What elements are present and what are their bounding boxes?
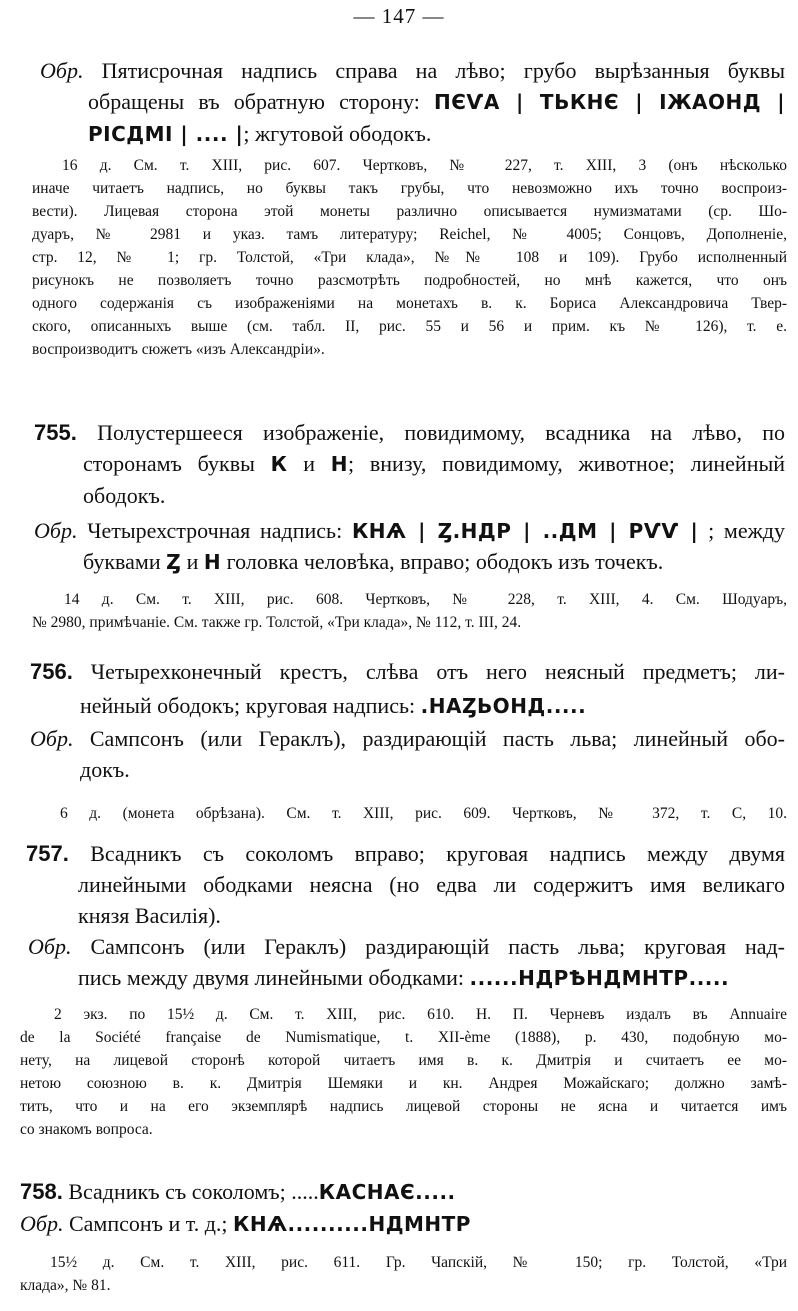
legend-glyph: Н bbox=[330, 452, 349, 476]
legend-glyph: К bbox=[270, 452, 288, 476]
entry-756-line-2 bbox=[80, 690, 785, 722]
text: Четырехконечный крестъ, слѣва отъ него неясный предметъ; ли- bbox=[90, 659, 785, 684]
legend-glyph: Ȥ bbox=[166, 550, 182, 574]
entry-number: 758. bbox=[20, 1179, 63, 1204]
entry-757-obverse bbox=[28, 931, 785, 962]
obverse-label: Обр. bbox=[40, 58, 84, 83]
text: ; жгутовой ободокъ. bbox=[243, 121, 432, 146]
text: нейный ободокъ; круговая надпись: bbox=[80, 693, 416, 718]
note-line: 16 д. См. т. XIII, рис. 607. Чертковъ, № 227, т. XIII, 3 (онъ нѣсколько bbox=[62, 157, 787, 174]
note-line: дуаръ, № 2981 и указ. тамъ литературу; Reichel, № 4005; Сонцовъ, Дополненіе, bbox=[32, 226, 787, 243]
note-line: со знакомъ вопроса. bbox=[20, 1121, 153, 1138]
legend-glyphs: ......НДРѢНДМНТР..... bbox=[469, 966, 730, 990]
entry-757 bbox=[26, 838, 785, 869]
text: Сампсонъ и т. д.; bbox=[68, 1211, 228, 1236]
entry-755-continued bbox=[83, 448, 785, 511]
entry-758-line-1 bbox=[20, 1176, 785, 1208]
note-line: иначе читаетъ надпись, но буквы такъ грубы, что невозможно ихъ точно воспроиз- bbox=[32, 180, 787, 197]
obverse-label: Обр. bbox=[34, 518, 78, 543]
text: Полустершееся изображеніе, повидимому, всадника на лѣво, по bbox=[97, 420, 785, 445]
entry-757-note bbox=[20, 1003, 787, 1141]
obverse-label: Обр. bbox=[28, 934, 72, 959]
entry-756-continued bbox=[80, 690, 785, 722]
note-line: ского, описанныхъ выше (см. табл. II, рис. 55 и 56 и прим. къ № 126), т. е. bbox=[32, 318, 787, 335]
entry-757-line-3: князя Василія). bbox=[78, 903, 221, 928]
entry-754-continued bbox=[88, 86, 785, 150]
text: обращены въ обратную сторону: bbox=[88, 89, 420, 114]
entry-755-obverse-continued bbox=[83, 546, 785, 578]
text: Четырехстрочная надпись: bbox=[87, 518, 343, 543]
entry-755-line-2 bbox=[83, 448, 785, 480]
entry-number: 756. bbox=[30, 659, 73, 684]
text: Сампсонъ (или Гераклъ), раздирающій пасть льва; линейный обо- bbox=[89, 726, 785, 751]
entry-number: 757. bbox=[26, 841, 69, 866]
entry-758-obverse-line bbox=[20, 1208, 785, 1240]
entry-number: 755. bbox=[34, 420, 77, 445]
entry-758-note bbox=[20, 1251, 787, 1297]
entry-754-line-2 bbox=[88, 86, 785, 118]
note-line: воспроизводитъ сюжетъ «изъ Александріи». bbox=[32, 341, 325, 358]
note-line: стр. 12, № 1; гр. Толстой, «Три клада», №№ 108 и 109). Грубо исполненный bbox=[32, 249, 787, 266]
entry-756-obverse bbox=[30, 723, 785, 754]
note-line: тить, что и на его экземплярѣ надпись лицевой стороны не ясна и читается имъ bbox=[20, 1098, 787, 1115]
entry-755-note bbox=[32, 588, 787, 634]
text: сторонамъ буквы bbox=[83, 451, 255, 476]
entry-757-line-2: линейными ободками неясна (но едва ли содержитъ имя великаго bbox=[78, 872, 785, 897]
legend-glyphs: ПЄѴА | ТЬКНЄ | ІЖАОНД | bbox=[433, 90, 785, 114]
entry-757-obverse-line-2 bbox=[78, 962, 785, 994]
entry-756-obverse-line-1 bbox=[30, 723, 785, 754]
legend-glyphs: РІСДМІ | .... | bbox=[88, 122, 244, 146]
entry-754-line-1 bbox=[40, 55, 785, 86]
entry-757-obverse-line-1 bbox=[28, 931, 785, 962]
note-line: одного содержанія съ изображеніями на монетахъ в. к. Бориса Александровича Твер- bbox=[32, 295, 787, 312]
note-line: 2 экз. по 15½ д. См. т. XIII, рис. 610. Н. П. Черневъ издалъ въ Annuaire bbox=[54, 1006, 787, 1023]
text: Пятисрочная надпись справа на лѣво; грубо вырѣзанныя буквы bbox=[101, 58, 785, 83]
text: ; внизу, повидимому, животное; линейный bbox=[348, 451, 785, 476]
note-line: рисунокъ не позволяетъ точно разсмотрѣть подробностей, но мнѣ кажется, что онъ bbox=[32, 272, 787, 289]
note-line: 14 д. См. т. XIII, рис. 608. Чертковъ, № 228, т. XIII, 4. См. Шодуаръ, bbox=[64, 591, 787, 608]
obverse-label: Обр. bbox=[30, 726, 74, 751]
entry-755-obverse-line-1 bbox=[34, 515, 785, 547]
legend-glyphs: КАСНАЄ..... bbox=[318, 1180, 456, 1204]
entry-755 bbox=[34, 417, 785, 448]
obverse-label: Обр. bbox=[20, 1211, 64, 1236]
entry-754-obverse bbox=[40, 55, 785, 86]
legend-glyphs: КНѦ..........НДМНТР bbox=[233, 1212, 471, 1236]
entry-755-obverse-line-2 bbox=[83, 546, 785, 578]
entry-756-obverse-continued bbox=[80, 754, 785, 785]
entry-754-line-3 bbox=[88, 118, 785, 150]
entry-756-note bbox=[32, 802, 787, 825]
text: Всадникъ съ соколомъ; ..... bbox=[68, 1179, 319, 1204]
note-line: de la Société française de Numismatique, t. XII-ème (1888), p. 430, подобную мо- bbox=[20, 1029, 787, 1046]
legend-glyphs: .НАȤЬОНД..... bbox=[420, 694, 587, 718]
entry-757-line-1 bbox=[26, 838, 785, 869]
entry-758 bbox=[20, 1176, 785, 1240]
entry-756 bbox=[30, 656, 785, 687]
entry-754-note bbox=[32, 154, 787, 361]
page-number: — 147 — bbox=[353, 4, 445, 28]
note-line: клада», № 81. bbox=[20, 1277, 111, 1294]
entry-755-line-1 bbox=[34, 417, 785, 448]
text: Всадникъ съ соколомъ вправо; круговая надпись между двумя bbox=[90, 841, 785, 866]
text: и bbox=[303, 451, 316, 476]
text: Сампсонъ (или Гераклъ) раздирающій пасть льва; круговая над- bbox=[90, 934, 785, 959]
entry-755-line-3: ободокъ. bbox=[83, 483, 166, 508]
note-line: 6 д. (монета обрѣзана). См. т. XIII, рис. 609. Чертковъ, № 372, т. С, 10. bbox=[60, 805, 787, 822]
text: и bbox=[186, 549, 199, 574]
entry-757-obverse-continued bbox=[78, 962, 785, 994]
entry-757-continued bbox=[78, 869, 785, 931]
note-line: нету, на лицевой сторонѣ которой читаетъ имя в. к. Дмитрія и считаетъ ее мо- bbox=[20, 1052, 787, 1069]
legend-glyph: Н bbox=[203, 550, 222, 574]
note-line: вести). Лицевая сторона этой монеты различно описывается нумизматами (ср. Шо- bbox=[32, 203, 787, 220]
entry-756-obverse-line-2: докъ. bbox=[80, 757, 130, 782]
note-line: № 2980, примѣчаніе. См. также гр. Толстой, «Три клада», № 112, т. III, 24. bbox=[32, 614, 522, 631]
note-line: нетою союзною в. к. Дмитрія Шемяки и кн. Андрея Можайскаго; должно замѣ- bbox=[20, 1075, 787, 1092]
entry-756-line-1 bbox=[30, 656, 785, 687]
note-line: 15½ д. См. т. XIII, рис. 611. Гр. Чапскій, № 150; гр. Толстой, «Три bbox=[50, 1254, 787, 1271]
legend-glyphs: КНѦ | Ȥ.НДР | ..ДМ | РѴѴ | bbox=[351, 519, 699, 543]
text: головка человѣка, вправо; ободокъ изъ точекъ. bbox=[226, 549, 664, 574]
text: буквами bbox=[83, 549, 161, 574]
text: пись между двумя линейными ободками: bbox=[78, 965, 464, 990]
text: ; между bbox=[708, 518, 785, 543]
entry-755-obverse bbox=[34, 515, 785, 547]
